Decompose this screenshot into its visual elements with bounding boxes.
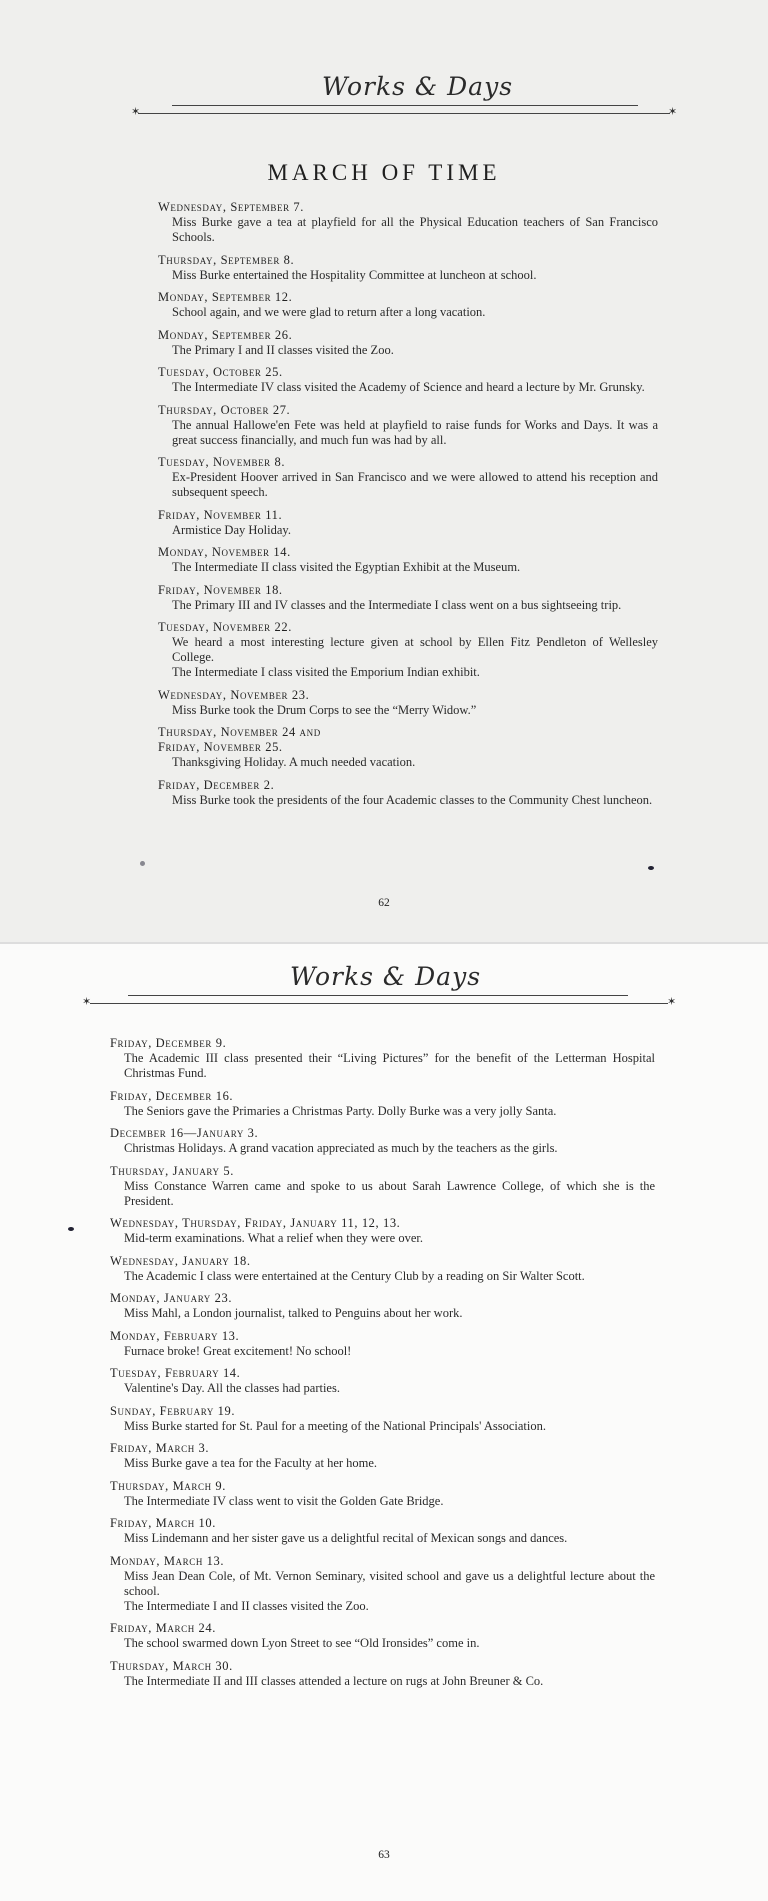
timeline-entry bbox=[110, 1516, 655, 1546]
timeline-list bbox=[158, 200, 658, 815]
timeline-entry bbox=[110, 1164, 655, 1209]
entry-text: Miss Burke took the Drum Corps to see the “Merry Widow.” bbox=[172, 702, 477, 717]
entry-text: Mid-term examinations. What a relief when they were over. bbox=[124, 1231, 423, 1245]
entry-date: Wednesday, Thursday, Friday, January 11, 12, 13. bbox=[110, 1216, 401, 1230]
timeline-entry bbox=[158, 253, 658, 283]
ink-spot bbox=[68, 1227, 74, 1231]
timeline-entry bbox=[158, 508, 658, 538]
entry-text: The Intermediate IV class visited the Academy of Science and heard a lecture by Mr. Grunsky. bbox=[172, 380, 645, 394]
right-star-ornament: ✶ bbox=[667, 996, 677, 1008]
entry-date: Friday, November 25. bbox=[158, 740, 283, 754]
entry-date: Tuesday, November 22. bbox=[158, 620, 292, 634]
page-title: MARCH OF TIME bbox=[267, 160, 501, 185]
timeline-entry bbox=[110, 1216, 655, 1246]
timeline-entry bbox=[110, 1621, 655, 1651]
timeline-entry bbox=[158, 365, 658, 395]
entry-text: Valentine's Day. All the classes had parties. bbox=[124, 1381, 340, 1395]
entry-text: Miss Burke gave a tea at playfield for all the Physical Education teachers of San Francisco Schools. bbox=[172, 215, 658, 244]
entry-date: Friday, November 18. bbox=[158, 582, 283, 597]
entry-text: Thanksgiving Holiday. A much needed vacation. bbox=[172, 755, 416, 769]
entry-date: Wednesday, November 23. bbox=[158, 687, 310, 702]
entry-date: Monday, March 13. bbox=[110, 1553, 225, 1568]
entry-date: Tuesday, October 25. bbox=[158, 365, 283, 379]
entry-text: The Intermediate I class visited the Emporium Indian exhibit. bbox=[172, 665, 480, 679]
timeline-entry bbox=[158, 778, 658, 808]
entry-text: The school swarmed down Lyon Street to see “Old Ironsides” come in. bbox=[124, 1636, 480, 1650]
entry-text: The Primary I and II classes visited the Zoo. bbox=[172, 342, 394, 357]
entry-text: School again, and we were glad to return after a long vacation. bbox=[172, 305, 486, 319]
timeline-entry bbox=[110, 1404, 655, 1434]
entry-date: Friday, March 10. bbox=[110, 1516, 216, 1530]
entry-text: Miss Lindemann and her sister gave us a delightful recital of Mexican songs and dances. bbox=[124, 1531, 568, 1545]
entry-date: Friday, December 9. bbox=[110, 1036, 227, 1050]
entry-text: The Intermediate IV class went to visit the Golden Gate Bridge. bbox=[124, 1493, 444, 1508]
timeline-entry bbox=[158, 200, 658, 245]
timeline-entry bbox=[158, 725, 658, 770]
entry-text: The Academic I class were entertained at the Century Club by a reading on Sir Walter Scott. bbox=[124, 1268, 585, 1283]
entry-date: Thursday, March 30. bbox=[110, 1658, 233, 1673]
entry-text: Furnace broke! Great excitement! No school! bbox=[124, 1343, 352, 1358]
entry-text: Ex-President Hoover arrived in San Francisco and we were allowed to attend his reception and subsequent speech. bbox=[172, 470, 658, 499]
entry-date: Monday, September 26. bbox=[158, 327, 293, 342]
page-header bbox=[0, 72, 768, 142]
entry-date: Thursday, March 9. bbox=[110, 1478, 226, 1493]
entry-date: Monday, September 12. bbox=[158, 290, 293, 304]
entry-date: Thursday, October 27. bbox=[158, 402, 291, 417]
timeline-list bbox=[110, 1036, 655, 1696]
entry-date: Friday, November 11. bbox=[158, 507, 283, 522]
entry-date: Monday, January 23. bbox=[110, 1291, 233, 1305]
timeline-entry bbox=[158, 545, 658, 575]
timeline-entry bbox=[158, 688, 658, 718]
entry-date: Friday, March 3. bbox=[110, 1441, 210, 1455]
timeline-entry bbox=[110, 1441, 655, 1471]
running-head: Works & Days bbox=[322, 72, 514, 101]
entry-text: Miss Burke took the presidents of the four Academic classes to the Community Chest luncheon. bbox=[172, 792, 653, 807]
timeline-entry bbox=[158, 290, 658, 320]
header-rule bbox=[138, 113, 670, 114]
timeline-entry bbox=[110, 1479, 655, 1509]
running-head: Works & Days bbox=[290, 962, 482, 991]
entry-date: Wednesday, January 18. bbox=[110, 1253, 251, 1268]
timeline-entry bbox=[110, 1254, 655, 1284]
entry-date: Thursday, September 8. bbox=[158, 252, 295, 267]
timeline-entry bbox=[158, 455, 658, 500]
ink-spot bbox=[648, 866, 654, 870]
entry-text: Miss Burke gave a tea for the Faculty at her home. bbox=[124, 1456, 378, 1470]
entry-text: The Seniors gave the Primaries a Christmas Party. Dolly Burke was a very jolly Santa. bbox=[124, 1103, 557, 1118]
entry-date: Tuesday, November 8. bbox=[158, 455, 286, 469]
entry-text: We heard a most interesting lecture given at school by Ellen Fitz Pendleton of Wellesley College. bbox=[172, 635, 658, 664]
entry-date: Friday, December 2. bbox=[158, 777, 275, 792]
entry-text: Christmas Holidays. A grand vacation appreciated as much by the teachers as the girls. bbox=[124, 1141, 558, 1155]
entry-text: Armistice Day Holiday. bbox=[172, 522, 291, 537]
timeline-entry bbox=[110, 1329, 655, 1359]
right-star-ornament: ✶ bbox=[668, 106, 678, 118]
entry-date: Monday, February 13. bbox=[110, 1328, 240, 1343]
entry-text: The Academic III class presented their “Living Pictures” for the benefit of the Letterman Hospital Christmas Fund. bbox=[124, 1051, 655, 1080]
entry-date: Friday, December 16. bbox=[110, 1088, 234, 1103]
page-header bbox=[0, 962, 768, 1032]
header-rule-upper bbox=[172, 105, 638, 106]
entry-text: The Intermediate I and II classes visited the Zoo. bbox=[124, 1598, 369, 1613]
timeline-entry bbox=[110, 1089, 655, 1119]
entry-text: Miss Jean Dean Cole, of Mt. Vernon Seminary, visited school and gave us a delightful lecture about the school. bbox=[124, 1568, 655, 1598]
timeline-entry bbox=[158, 620, 658, 680]
timeline-entry bbox=[110, 1659, 655, 1689]
left-star-ornament: ✶ bbox=[131, 106, 141, 118]
timeline-entry bbox=[110, 1291, 655, 1321]
entry-text: The Primary III and IV classes and the Intermediate I class went on a bus sightseeing trip. bbox=[172, 597, 622, 612]
page-number: 63 bbox=[378, 1849, 390, 1861]
entry-text: The Intermediate II class visited the Egyptian Exhibit at the Museum. bbox=[172, 560, 521, 574]
entry-text: The Intermediate II and III classes attended a lecture on rugs at John Breuner & Co. bbox=[124, 1673, 544, 1688]
timeline-entry bbox=[110, 1554, 655, 1614]
entry-text: Miss Burke entertained the Hospitality Committee at luncheon at school. bbox=[172, 267, 537, 282]
entry-text: Miss Constance Warren came and spoke to us about Sarah Lawrence College, of which she is the President. bbox=[124, 1178, 655, 1208]
timeline-entry bbox=[158, 328, 658, 358]
ink-spot bbox=[140, 861, 145, 866]
entry-date: Thursday, January 5. bbox=[110, 1163, 234, 1178]
timeline-entry bbox=[158, 403, 658, 448]
entry-text: Miss Burke started for St. Paul for a meeting of the National Principals' Association. bbox=[124, 1418, 546, 1433]
entry-date: Sunday, February 19. bbox=[110, 1403, 236, 1418]
entry-text: Miss Mahl, a London journalist, talked to Penguins about her work. bbox=[124, 1306, 463, 1320]
timeline-entry bbox=[110, 1036, 655, 1081]
entry-date: Thursday, November 24 and bbox=[158, 725, 321, 739]
timeline-entry bbox=[110, 1366, 655, 1396]
timeline-entry bbox=[110, 1126, 655, 1156]
entry-date: Friday, March 24. bbox=[110, 1621, 216, 1635]
left-star-ornament: ✶ bbox=[82, 996, 92, 1008]
entry-date: Monday, November 14. bbox=[158, 545, 291, 559]
entry-text: The annual Hallowe'en Fete was held at playfield to raise funds for Works and Days. It was a great success financially, and much fun was had by all. bbox=[172, 417, 658, 447]
entry-date: Tuesday, February 14. bbox=[110, 1366, 241, 1380]
entry-date: December 16—January 3. bbox=[110, 1126, 259, 1140]
entry-date: Wednesday, September 7. bbox=[158, 200, 304, 214]
header-rule bbox=[90, 1003, 668, 1004]
timeline-entry bbox=[158, 583, 658, 613]
page-number: 62 bbox=[378, 897, 390, 909]
header-rule-upper bbox=[128, 995, 628, 996]
